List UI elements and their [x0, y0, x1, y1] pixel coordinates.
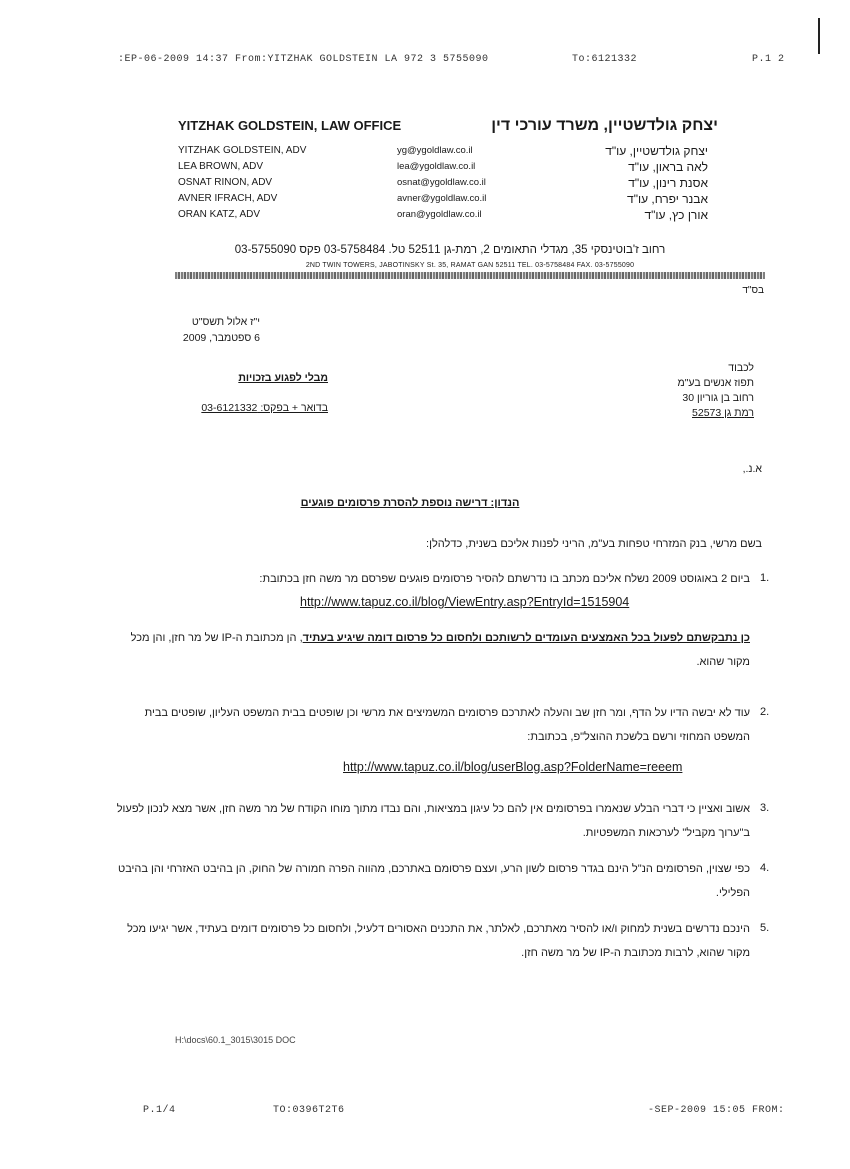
without-prejudice: מבלי לפגוע בזכויות: [238, 372, 328, 384]
recipient-city: רמת גן 52573: [692, 407, 754, 419]
fax-header-sender: :EP-06-2009 14:37 From:YITZHAK GOLDSTEIN LA 972 3 5755090: [118, 54, 489, 65]
date-hebrew: י"ז אלול תשס"ט: [191, 316, 260, 328]
fax-header-recipient: To:6121332: [572, 54, 638, 65]
email-link[interactable]: osnat@ygoldlaw.co.il: [397, 177, 486, 188]
salutation: א.נ.,: [742, 463, 762, 475]
recipient-name: תפוז אנשים בע"מ: [677, 377, 754, 389]
recipient-to: לכבוד: [728, 362, 754, 374]
paragraph-1: [110, 567, 750, 591]
lawyer-he: אסנת רינון, עו"ד: [628, 176, 708, 190]
email-link[interactable]: oran@ygoldlaw.co.il: [397, 209, 482, 220]
fax-header-page: P.1 2: [752, 54, 785, 65]
lawyer-list-english: [178, 143, 306, 223]
paragraph-1-text: ביום 2 באוגוסט 2009 נשלח אליכם מכתב בו נדרשתם להסיר פרסומים פוגעים שפרסם מר משה חזן בכתובת:: [259, 573, 750, 585]
lawyer-en: ORAN KATZ, ADV: [178, 209, 261, 220]
firm-name-hebrew: יצחק גולדשטיין, משרד עורכי דין: [491, 117, 718, 134]
besd-mark: בס"ד: [742, 285, 764, 296]
paragraph-2-link[interactable]: http://www.tapuz.co.il/blog/userBlog.asp?FolderName=reeem: [343, 760, 683, 774]
recipient-street: רחוב בן גוריון 30: [682, 392, 754, 404]
scan-edge-mark: [818, 18, 820, 54]
paragraph-number: 2.: [760, 706, 770, 718]
paragraph-number: 1.: [760, 572, 770, 584]
fax-footer-sender: -SEP-2009 15:05 FROM:: [648, 1105, 785, 1116]
subject-line: הנדון: דרישה נוספת להסרת פרסומים פוגעים: [300, 497, 520, 509]
delivery-method: בדואר + בפקס: 03-6121332: [201, 402, 328, 414]
lawyer-en: YITZHAK GOLDSTEIN, ADV: [178, 145, 307, 156]
paragraph-1-request: [110, 626, 750, 674]
recipient-block: [574, 361, 754, 421]
lawyer-list-hebrew: [508, 143, 708, 223]
lawyer-en: OSNAT RINON, ADV: [178, 177, 273, 188]
paragraph-1-request-rest: , הן מכתובת ה-IP של מר חזן, והן מכל מקור שהוא.: [130, 632, 750, 668]
letter-date: [120, 314, 260, 346]
paragraph-number: 4.: [760, 862, 770, 874]
email-link[interactable]: yg@ygoldlaw.co.il: [397, 145, 473, 156]
fax-footer-recipient: TO:0396T2T6: [273, 1105, 345, 1116]
address-english: 2ND TWIN TOWERS, JABOTINSKY St. 35, RAMAT GAN 52511 TEL. 03-5758484 FAX. 03-5755090: [305, 262, 635, 269]
lawyer-email-list: [397, 143, 486, 223]
scan-noise-divider: [175, 272, 765, 279]
file-reference: H:\docs\60.1_3015\3015 DOC: [175, 1035, 296, 1045]
paragraph-number: 3.: [760, 802, 770, 814]
lawyer-en: AVNER IFRACH, ADV: [178, 193, 278, 204]
paragraph-4: כפי שצוין, הפרסומים הנ"ל הינם בגדר פרסום לשון הרע, ועצם פרסומם באתרכם, מהווה הפרה חמורה של החוק, הן בהיבט האזרחי והן בהיבט הפלילי.: [118, 863, 750, 899]
paragraph-number: 5.: [760, 922, 770, 934]
lawyer-he: אבנר יפרח, עו"ד: [627, 192, 708, 206]
paragraph-2: עוד לא יבשה הדיו על הדף, ומר חזן שב והעלה לאתרכם פרסומים המשמיצים את מרשי וכן שופטים בבית המשפט העליון, שופטים בבית המשפט המחוזי ורשם בלשכת ההוצל"פ, בכתובת:: [144, 707, 750, 743]
lawyer-he: לאה בראון, עו"ד: [628, 160, 708, 174]
fax-footer-page: P.1/4: [143, 1105, 176, 1116]
firm-name-english: YITZHAK GOLDSTEIN, LAW OFFICE: [178, 118, 402, 133]
paragraph-3: אשוב ואציין כי דברי הבלע שנאמרו בפרסומים אין להם כל עיגון במציאות, והם נבדו מתוך מוחו הקודח של מר משה חזן, אשר מצא לנכון לפעול ב"ערוך מקביל" לערכאות המשפטיות.: [116, 803, 750, 839]
paragraph-1-request-emphasis: כן נתבקשתם לפעול בכל האמצעים העומדים לרשותכם ולחסום כל פרסום דומה שיגיע בעתיד: [302, 632, 750, 644]
paragraph-1-link[interactable]: http://www.tapuz.co.il/blog/ViewEntry.asp?EntryId=1515904: [300, 595, 630, 609]
lawyer-en: LEA BROWN, ADV: [178, 161, 264, 172]
email-link[interactable]: avner@ygoldlaw.co.il: [397, 193, 487, 204]
lawyer-he: אורן כץ, עו"ד: [644, 208, 708, 222]
address-hebrew: רחוב ז'בוטינסקי 35, מגדלי התאומים 2, רמת-גן 52511 טל. 03-5758484 פקס 03-5755090: [234, 244, 666, 256]
intro-text: בשם מרשי, בנק המזרחי טפחות בע"מ, הריני לפנות אליכם בשנית, כדלהלן:: [426, 538, 762, 550]
lawyer-he: יצחק גולדשטיין, עו"ד: [605, 144, 708, 158]
date-gregorian: 6 ספטמבר, 2009: [182, 332, 260, 344]
email-link[interactable]: lea@ygoldlaw.co.il: [397, 161, 476, 172]
paragraph-5: הינכם נדרשים בשנית למחוק ו/או להסיר מאתרכם, לאלתר, את התכנים האסורים דלעיל, ולחסום כל פרסומים דומים בעתיד, אשר יגיעו מכל מקור שהוא, לרבות מכתובת ה-IP של מר משה חזן.: [127, 923, 750, 959]
